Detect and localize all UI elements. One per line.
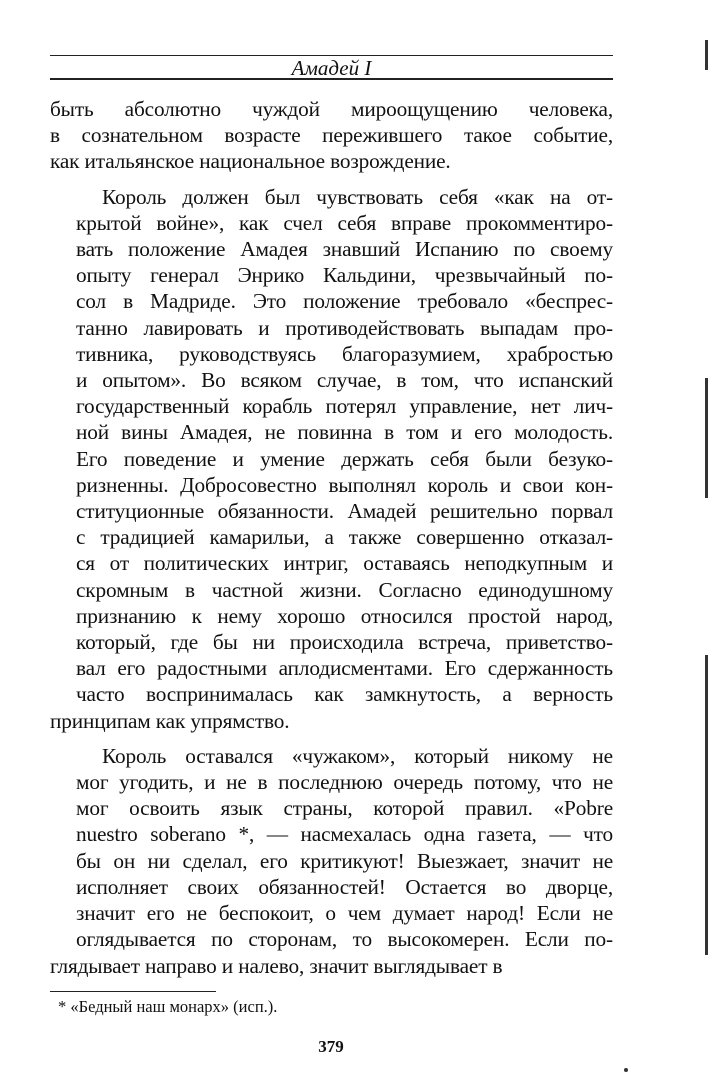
text-line: принципам как упрямство. [50, 708, 290, 733]
scan-edge-mark [705, 40, 708, 70]
text-line: вать положение Амадея знавший Испанию по своему [76, 237, 613, 262]
text-line: ной вины Амадея, не повинна в том и его молодость. [76, 420, 613, 445]
header-rule-bottom [50, 78, 613, 80]
text-line: мог угодить, и не в последнюю очередь потому, что не [76, 770, 613, 795]
text-line: признанию к нему хорошо относился простой народ, [76, 603, 613, 628]
text-line: с традицией камарильи, а также совершенно отказал- [76, 525, 613, 550]
text-line: Король оставался «чужаком», который никому не [102, 743, 613, 768]
scan-edge-mark [705, 378, 708, 498]
text-line: мог освоить язык страны, которой правил. «Pobre [76, 796, 613, 821]
text-line: nuestro soberano *, — насмехалась одна газета, — что [76, 822, 613, 847]
footnote-rule [50, 991, 216, 992]
running-head: Амадей I [291, 56, 372, 80]
text-line: глядывает направо и налево, значит выглядывает в [50, 953, 503, 978]
text-line: и опытом». Во всяком случае, в том, что испанский [76, 368, 613, 393]
text-line: бы он ни сделал, его критикуют! Выезжает, значит не [76, 848, 613, 873]
text-line: оглядывается по сторонам, то высокомерен. Если по- [76, 927, 613, 952]
text-line: тивника, руководствуясь благоразумием, храбростью [76, 341, 613, 366]
paragraph [50, 96, 613, 175]
text-line: быть абсолютно чуждой мироощущению человека, [50, 97, 613, 121]
text-line: Король должен был чувствовать себя «как на от- [102, 184, 613, 209]
text-line: скромным в частной жизни. Согласно единодушному [76, 577, 613, 602]
text-line: ституционные обязанности. Амадей решительно порвал [76, 499, 613, 524]
text-line: сол в Мадриде. Это положение требовало «беспрес- [76, 289, 613, 314]
text-line: как итальянское национальное возрождение. [50, 149, 451, 174]
text-line: государственный корабль потерял управление, нет лич- [76, 394, 613, 419]
paragraph [50, 743, 613, 979]
body-text [50, 96, 613, 988]
text-line: часто воспринималась как замкнутость, а верность [76, 682, 613, 707]
text-line: в сознательном возрасте пережившего такое событие, [50, 123, 613, 148]
text-line: значит его не беспокоит, о чем думает народ! Если не [76, 901, 613, 926]
footnote: * «Бедный наш монарх» (исп.). [58, 997, 278, 1016]
page-number: 379 [318, 1037, 344, 1056]
text-line: ся от политических интриг, оставаясь неподкупным и [76, 551, 613, 576]
text-line: ризненны. Добросовестно выполнял король и свои кон- [76, 472, 613, 497]
text-line: опыту генерал Энрико Кальдини, чрезвычайный по- [76, 263, 613, 288]
text-line: Его поведение и умение держать себя были безуко- [76, 446, 613, 471]
scan-dot [624, 1068, 628, 1072]
text-line: вал его радостными аплодисментами. Его сдержанность [76, 656, 613, 681]
scan-edge-mark [705, 655, 708, 955]
text-line: танно лавировать и противодействовать выпадам про- [76, 315, 613, 340]
text-line: исполняет своих обязанностей! Остается во дворце, [76, 874, 613, 899]
text-line: который, где бы ни происходила встреча, приветство- [76, 630, 613, 655]
paragraph [50, 184, 613, 734]
text-line: крытой войне», как счел себя вправе прокомментиро- [76, 210, 613, 235]
